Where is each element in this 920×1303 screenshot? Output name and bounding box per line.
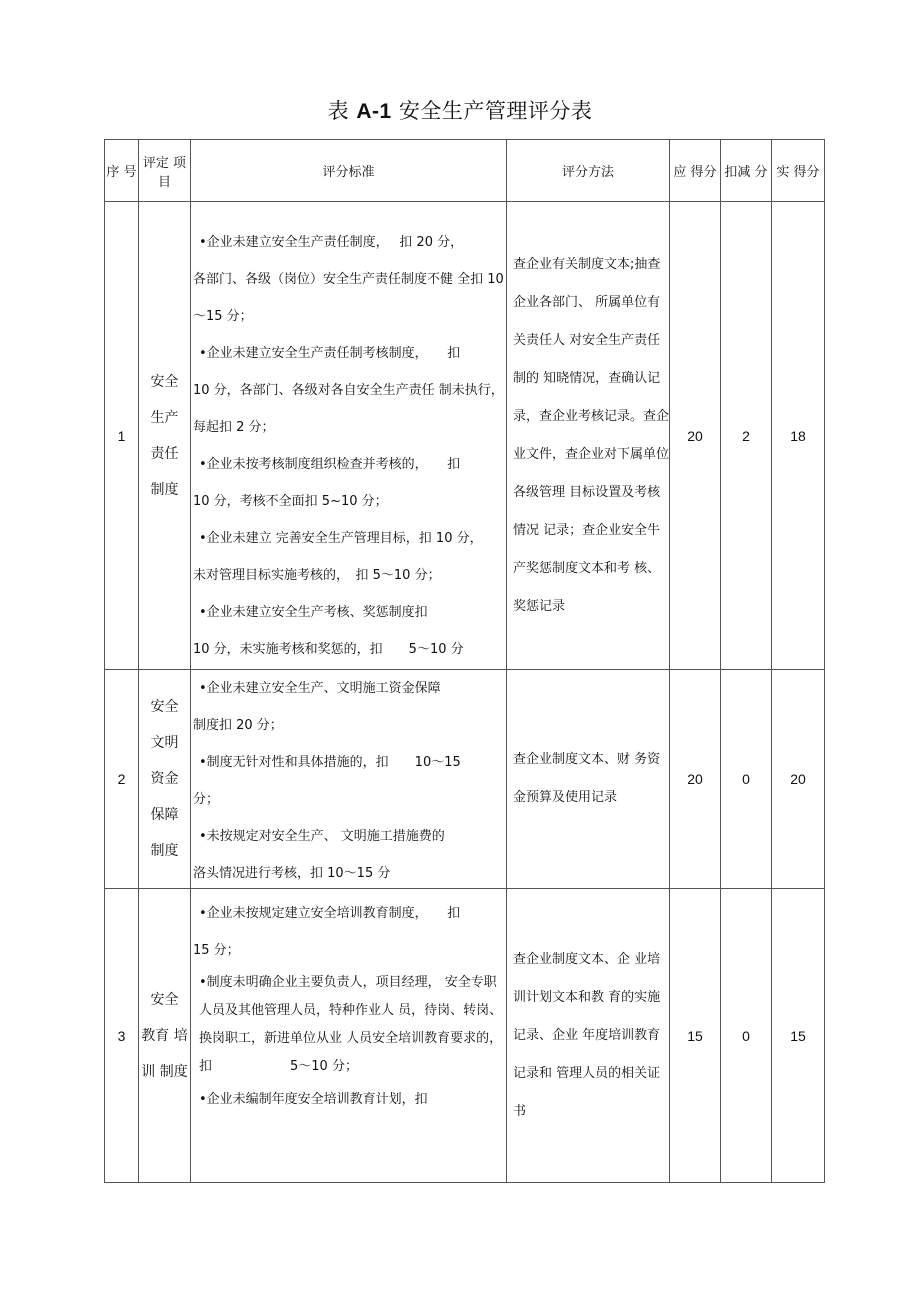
item-line: 制度 (150, 481, 179, 498)
scoring-method: 查企业制度文本、财 务资金预算及使用记录 (507, 670, 670, 889)
title-prefix: 表 (327, 99, 350, 123)
scoring-standard (191, 670, 507, 889)
item-line: 安全 (150, 991, 179, 1008)
header-row (105, 140, 825, 202)
header-got: 实 得分 (772, 140, 825, 202)
standard-line: •未按规定对安全生产、 文明施工措施费的 (199, 829, 445, 844)
got-value: 20 (772, 670, 825, 889)
standard-line: 10 分，未实施考核和奖惩的，扣 5～10 分 (193, 642, 464, 657)
standard-line: 10 分，各部门、各级对各自安全生产责任 制未执行，每起扣 2 分； (193, 383, 504, 435)
deduct-value: 2 (721, 202, 772, 670)
scoring-table (104, 139, 825, 1183)
standard-line: •企业未建立 完善安全生产管理目标，扣 10 分， (199, 531, 483, 546)
standard-line: •企业未建立安全生产考核、奖惩制度扣 (199, 605, 428, 620)
scoring-method: 查企业制度文本、企 业培训计划文本和教 育的实施记录、企业 年度培训教育记录和 管理人员的相关证书 (507, 889, 670, 1183)
standard-line: •制度无针对性和具体措施的，扣 10～15 (199, 755, 461, 770)
table-row (105, 670, 825, 889)
item-line: 安全 (150, 373, 179, 390)
header-points: 应 得分 (670, 140, 721, 202)
item-line: 保障 (150, 807, 179, 823)
standard-line: •企业未建立安全生产责任制度， 扣 20 分， (199, 235, 464, 250)
item-line: 安全 (150, 699, 179, 715)
standard-line: •企业未按考核制度组织检查并考核的， 扣 (199, 457, 461, 472)
standard-line: 10 分，考核不全面扣 5~10 分； (193, 494, 388, 509)
points-value: 15 (670, 889, 721, 1183)
row-number: 3 (105, 889, 139, 1183)
standard-line: 各部门、各级（岗位）安全生产责任制度不健 全扣 10～15 分； (193, 272, 504, 324)
table-row (105, 889, 825, 1183)
row-number: 1 (105, 202, 139, 670)
standard-line: •企业未编制年度安全培训教育计划，扣 (199, 1092, 428, 1107)
standard-line: •企业未按规定建立安全培训教育制度， 扣 (199, 906, 461, 921)
deduct-value: 0 (721, 889, 772, 1183)
title-rest: 安全生产管理评分表 (398, 99, 593, 123)
points-value: 20 (670, 670, 721, 889)
got-value: 15 (772, 889, 825, 1183)
got-value: 18 (772, 202, 825, 670)
table-row (105, 202, 825, 670)
item-line: 教育 培 (141, 1027, 188, 1044)
item-line: 训 制度 (141, 1063, 188, 1080)
standard-line: 分； (193, 792, 220, 807)
header-deduct: 扣减 分 (721, 140, 772, 202)
header-item: 评定 项目 (139, 140, 191, 202)
item-line: 生产 (150, 409, 179, 426)
standard-line: •企业未建立安全生产、文明施工资金保障 (199, 681, 441, 696)
standard-line: 制度扣 20 分； (193, 718, 283, 733)
standard-line: •企业未建立安全生产责任制考核制度， 扣 (199, 346, 461, 361)
item-name (139, 670, 191, 889)
title-code: A-1 (356, 100, 392, 123)
item-line: 责任 (150, 445, 179, 462)
standard-line: 洛头情况进行考核，扣 10～15 分 (193, 866, 391, 881)
item-name (139, 889, 191, 1183)
item-line: 制度 (150, 843, 179, 859)
header-method: 评分方法 (507, 140, 670, 202)
deduct-value: 0 (721, 670, 772, 889)
standard-line: •制度未明确企业主要负责人，项目经理， 安全专职人员及其他管理人员，特种作业人 员，待岗、转岗、换岗职工，新进单位从业 人员安全培训教育要求的，扣 5～10 分； (199, 975, 503, 1074)
standard-line: 15 分； (193, 943, 240, 958)
scoring-method: 查企业有关制度文本;抽查企业各部门、 所属单位有关责任人 对安全生产责任制的 知晓情况，查确认记 录，查企业考核记录。查企业文件，查企业对下属单位各级管理 目标设置及考核情况 记录；查企业安全牛 产奖惩制度文本和考 核、奖惩记录 (507, 202, 670, 670)
header-no: 序 号 (105, 140, 139, 202)
row-number: 2 (105, 670, 139, 889)
scoring-standard (191, 889, 507, 1183)
item-line: 文明 (150, 735, 179, 751)
item-name (139, 202, 191, 670)
header-standard: 评分标准 (191, 140, 507, 202)
page-title (0, 95, 920, 125)
scoring-standard (191, 202, 507, 670)
item-line: 资金 (150, 771, 179, 787)
standard-line: 未对管理目标实施考核的， 扣 5～10 分； (193, 568, 441, 583)
points-value: 20 (670, 202, 721, 670)
